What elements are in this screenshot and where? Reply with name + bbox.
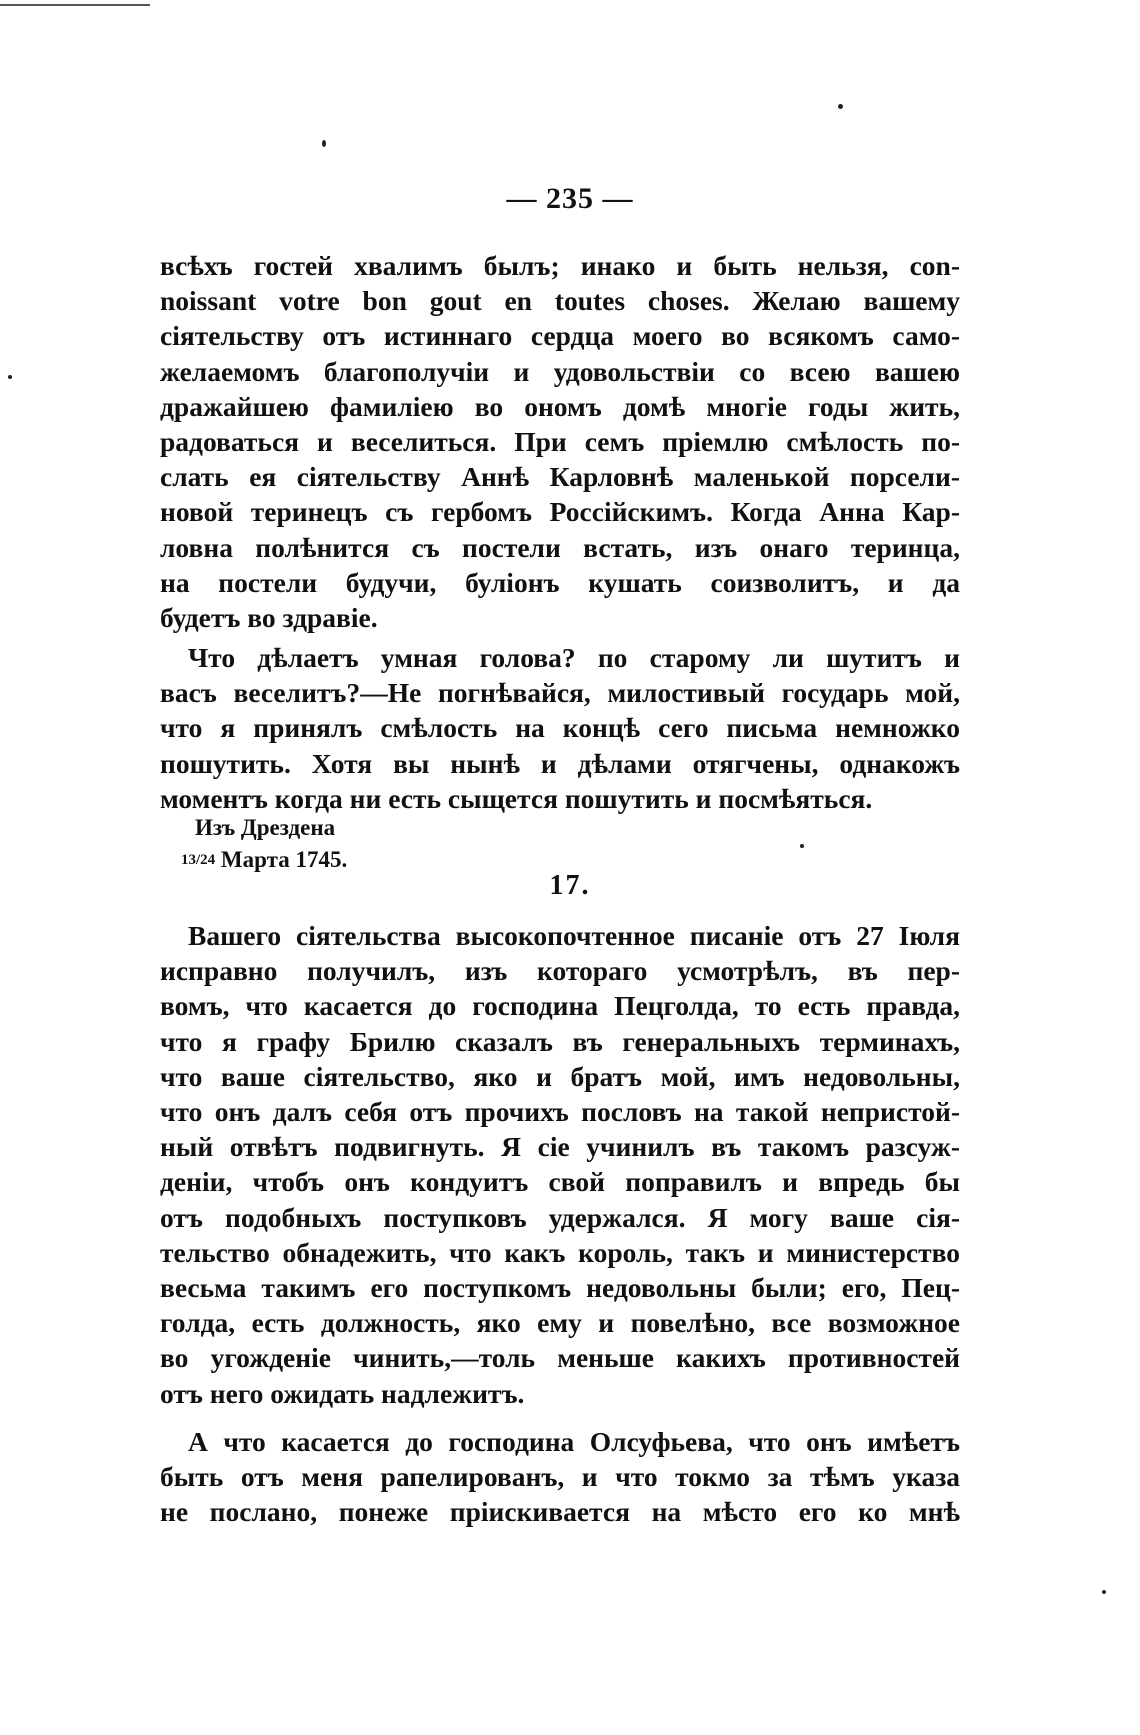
text-line: слать ея сіятельству Аннѣ Карловнѣ маленькой порсели- [160, 461, 960, 493]
print-speck [8, 375, 12, 379]
text-line: будетъ во здравіе. [160, 602, 378, 634]
text-line: деніи, чтобъ онъ кондуитъ свой поправилъ и впредь бы [160, 1166, 960, 1198]
paragraph-2 [160, 640, 960, 816]
text-line: вомъ, что касается до господина Пецголда, то есть правда, [160, 990, 960, 1022]
print-speck [322, 140, 326, 147]
text-line: что я графу Брилю сказалъ въ генеральныхъ терминахъ, [160, 1025, 960, 1057]
signature-place: Изъ Дрездена [195, 815, 336, 840]
text-line: во угожденіе чинить,—толь меньше какихъ противностей [160, 1342, 960, 1374]
text-line: отъ подобныхъ поступковъ удержался. Я могу ваше сія- [160, 1201, 960, 1233]
scan-edge-mark [0, 4, 150, 6]
text-line: быть отъ меня рапелированъ, и что токмо за тѣмъ указа [160, 1461, 960, 1493]
text-line: на постели будучи, буліонъ кушать соизволитъ, и да [160, 566, 960, 598]
text-line: всѣхъ гостей хвалимъ былъ; инако и быть нельзя, con- [160, 250, 960, 281]
text-line: весьма такимъ его поступкомъ недовольны были; его, Пец- [160, 1272, 960, 1304]
letter-signature [181, 812, 348, 876]
text-line: Что дѣлаетъ умная голова? по старому ли шутитъ и [188, 642, 960, 673]
date-fraction: 13/24 [181, 852, 216, 868]
text-line: дражайшею фамиліею во ономъ домѣ многіе годы жить, [160, 390, 960, 422]
text-line: тельство обнадежить, что какъ король, такъ и министерство [160, 1236, 960, 1268]
text-line: желаемомъ благополучіи и удовольствіи со всею вашею [160, 355, 960, 387]
paragraph-4 [160, 1424, 960, 1530]
text-line: исправно получилъ, изъ котораго усмотрѣлъ, въ пер- [160, 955, 960, 987]
print-speck [800, 844, 804, 848]
text-line: новой теринецъ съ гербомъ Россійскимъ. Когда Анна Кар- [160, 496, 960, 528]
print-speck [838, 104, 843, 109]
text-line: васъ веселитъ?—Не погнѣвайся, милостивый государь мой, [160, 677, 960, 709]
text-line: что ваше сіятельство, яко и братъ мой, имъ недовольны, [160, 1060, 960, 1092]
text-line: что онъ далъ себя отъ прочихъ пословъ на такой непристой- [160, 1096, 960, 1128]
text-line: что я принялъ смѣлость на концѣ сего письма немножко [160, 712, 960, 744]
text-line: пошутить. Хотя вы нынѣ и дѣлами отягчены, однакожъ [160, 747, 960, 779]
date-month-year: Марта 1745. [220, 847, 348, 872]
text-line: не послано, понеже пріискивается на мѣсто его ко мнѣ [160, 1496, 960, 1528]
text-line: отъ него ожидать надлежитъ. [160, 1377, 525, 1409]
text-line: радоваться и веселиться. При семъ пріемлю смѣлость по- [160, 426, 960, 458]
text-line: Вашего сіятельства высокопочтенное писаніе отъ 27 Іюля [188, 920, 960, 951]
text-line: моментъ когда ни есть сыщется пошутить и посмѣяться. [160, 782, 873, 814]
text-line: сіятельству отъ истиннаго сердца моего во всякомъ само- [160, 320, 960, 352]
text-line: ный отвѣтъ подвигнуть. Я сіе учинилъ въ такомъ разсуж- [160, 1131, 960, 1163]
text-line: ловна полѣнится съ постели встать, изъ онаго теринца, [160, 531, 960, 563]
paragraph-3 [160, 918, 960, 1411]
text-line: noissant votre bon gout en toutes choses. Желаю вашему [160, 285, 960, 317]
print-speck [1102, 1590, 1106, 1594]
letter-number: 17. [549, 870, 591, 901]
text-line: голда, есть должность, яко ему и повелѣно, все возможное [160, 1307, 960, 1339]
text-line: А что касается до господина Олсуфьева, что онъ имѣетъ [188, 1426, 960, 1457]
page-number: — 235 — [506, 182, 634, 215]
paragraph-1 [160, 248, 960, 635]
